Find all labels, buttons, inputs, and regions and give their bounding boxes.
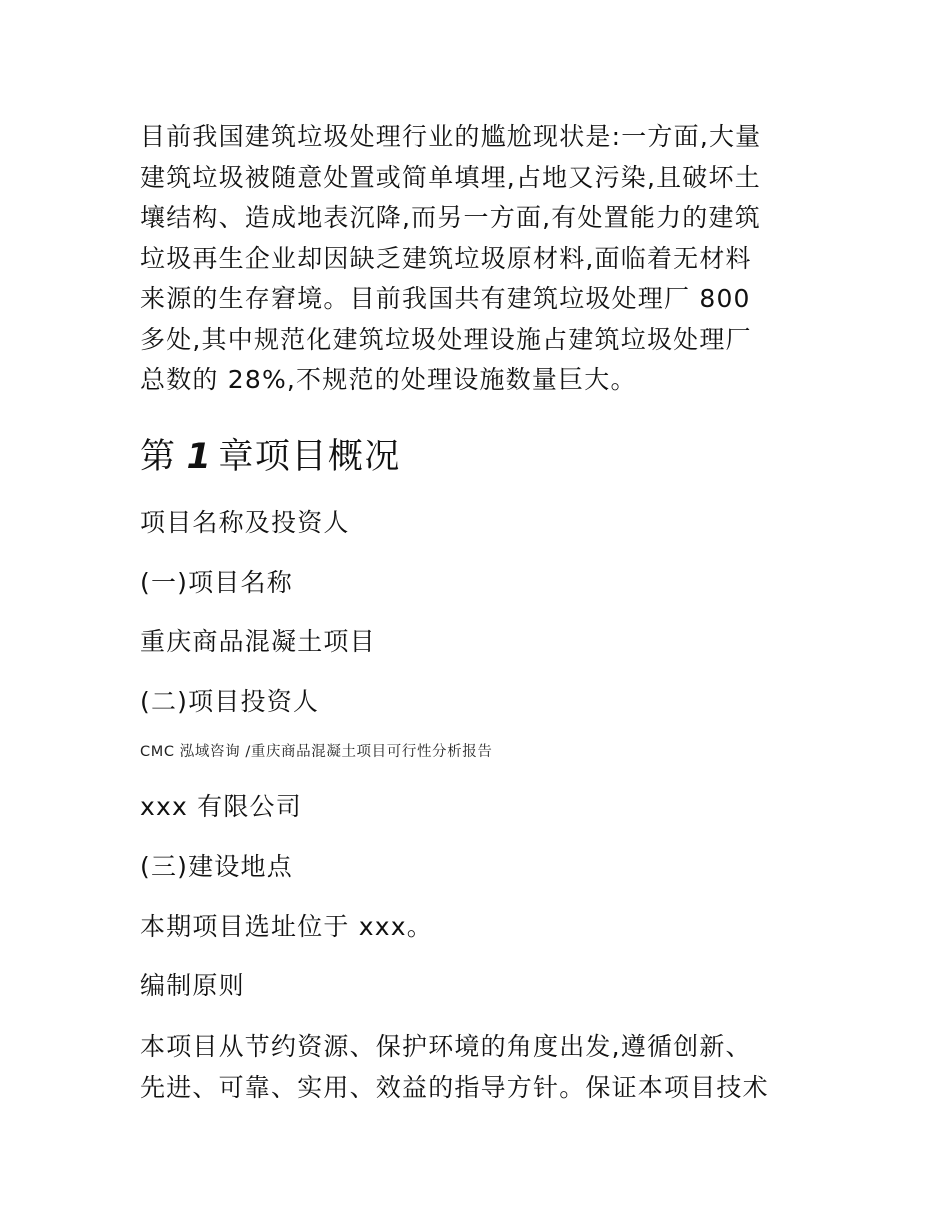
section-principles: 编制原则 xyxy=(140,971,245,1000)
intro-line-3: 壤结构、造成地表沉降,而另一方面,有处置能力的建筑 xyxy=(140,203,761,232)
investor-value: xxx 有限公司 xyxy=(140,792,302,821)
principles-line-1: 本项目从节约资源、保护环境的角度出发,遵循创新、 xyxy=(140,1032,752,1061)
subsection-location: (三)建设地点 xyxy=(140,852,293,881)
intro-line-1: 目前我国建筑垃圾处理行业的尴尬现状是:一方面,大量 xyxy=(140,122,762,151)
subsection-investor: (二)项目投资人 xyxy=(140,687,320,716)
subsection-project-name: (一)项目名称 xyxy=(140,568,293,597)
intro-line-7: 总数的 28%,不规范的处理设施数量巨大。 xyxy=(140,365,637,394)
chapter-number: 1 xyxy=(186,437,213,477)
principles-paragraph xyxy=(140,1027,820,1108)
principles-line-2: 先进、可靠、实用、效益的指导方针。保证本项目技术 xyxy=(140,1072,769,1102)
chapter-heading xyxy=(140,432,401,482)
section-project-name-investor: 项目名称及投资人 xyxy=(140,508,350,537)
location-value: 本期项目选址位于 xxx。 xyxy=(140,912,433,941)
intro-line-4: 垃圾再生企业却因缺乏建筑垃圾原材料,面临着无材料 xyxy=(140,243,752,273)
intro-line-6: 多处,其中规范化建筑垃圾处理设施占建筑垃圾处理厂 xyxy=(140,324,752,354)
intro-line-5: 来源的生存窘境。目前我国共有建筑垃圾处理厂 800 xyxy=(140,284,751,313)
chapter-prefix: 第 xyxy=(140,437,177,477)
project-name-value: 重庆商品混凝土项目 xyxy=(140,627,376,656)
running-header: CMC 泓域咨询 /重庆商品混凝土项目可行性分析报告 xyxy=(140,744,493,760)
chapter-title: 章项目概况 xyxy=(218,437,401,477)
intro-line-2: 建筑垃圾被随意处置或简单填埋,占地又污染,且破坏土 xyxy=(140,162,761,192)
intro-paragraph xyxy=(140,117,820,401)
